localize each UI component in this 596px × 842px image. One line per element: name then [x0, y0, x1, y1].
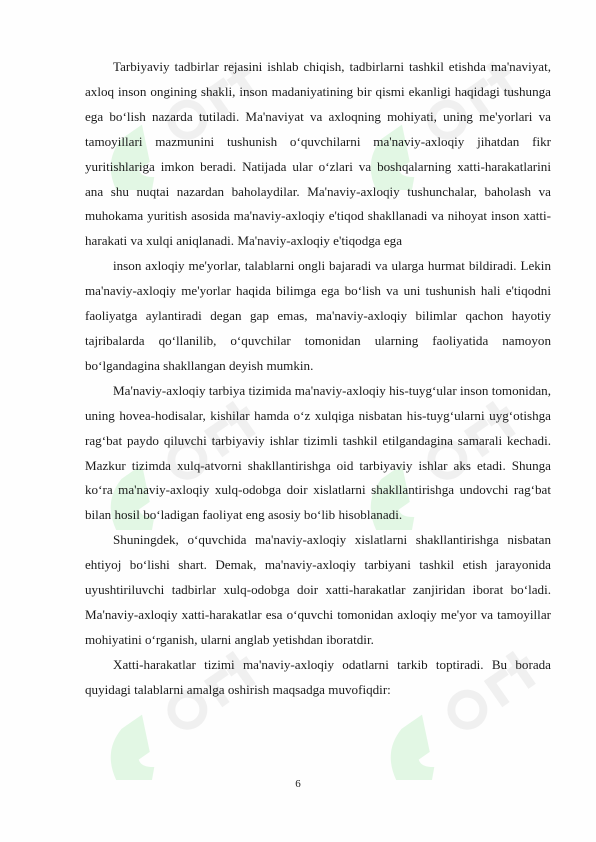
paragraph: Shuningdek, o‘quvchida ma'naviy-axloqiy xislatlarni shakllantirishga nisbatan ehtiyoj bo‘lishi shart. Demak, ma'naviy-axloqiy tarbiyani tashkil etish jarayonida uyushtiriluvchi tadbirlar xulq-odobga doir xatti-harakatlar zanjiridan iborat bo‘ladi. Ma'naviy-axloqiy xatti-harakatlar esa o‘quvchi tomonidan axloqiy me'yor va tamoyillar mohiyatini o‘rganish, ularni anglab yetishdan iboratdir.	[85, 532, 551, 647]
paragraph: inson axloqiy me'yorlar, talablarni ongli bajaradi va ularga hurmat bildiradi. Lekin ma'naviy-axloqiy me'yorlar haqida bilimga ega bo‘lish va uni tushunish hali e'tiqodni faoliyatga aylantiradi degan gap emas, ma'naviy-axloqiy bilimlar qachon hayotiy tajribalarda qo‘llanilib, o‘quvchilar tomonidan ularning faoliyatida namoyon bo‘lgandagina shakllangan deyish mumkin.	[85, 258, 551, 373]
paragraph: Xatti-harakatlar tizimi ma'naviy-axloqiy odatlarni tarkib toptiradi. Bu borada quyidagi talablarni amalga oshirish maqsadga muvofiqdir:	[85, 656, 551, 697]
document-body	[85, 55, 551, 703]
paragraph: Ma'naviy-axloqiy tarbiya tizimida ma'naviy-axloqiy his-tuyg‘ular inson tomonidan, uning hovea-hodisalar, kishilar hamda o‘z xulqiga nisbatan his-tuyg‘ularni uyg‘otishga rag‘bat paydo qiluvchi tarbiyaviy ishlar tizimli tashkil etilgandagina samarali kechadi. Mazkur tizimda xulq-atvorni shakllantirishga oid tarbiyaviy ishlar aks etadi. Shunga ko‘ra ma'naviy-axloqiy xulq-odobga doir xislatlarni shakllantirishga undovchi rag‘bat bilan hosil bo‘ladigan faoliyat eng asosiy bo‘lib hisoblanadi.	[85, 382, 551, 523]
page-number: 6	[295, 778, 301, 790]
paragraph: Tarbiyaviy tadbirlar rejasini ishlab chiqish, tadbirlarni tashkil etishda ma'naviyat, axloq inson ongining shakli, inson madaniyatining bir qismi ekanligi haqidagi tushunga ega bo‘lish nazarda tutiladi. Ma'naviyat va axloqning mohiyati, uning me'yorlari va tamoyillari mazmunini tushunish o‘quvchilarni ma'naviy-axloqiy jihatdan fikr yuritishlariga imkon beradi. Natijada ular o‘zlari va boshqalarning xatti-harakatlarini ana shu nuqtai nazardan baholaydilar. Ma'naviy-axloqiy tushunchalar, baholash va muhokama yuritish asosida ma'naviy-axloqiy e'tiqod shakllanadi va nihoyat inson xatti-harakati va xulqi aniqlanadi. Ma'naviy-axloqiy e'tiqodga ega	[85, 59, 551, 249]
